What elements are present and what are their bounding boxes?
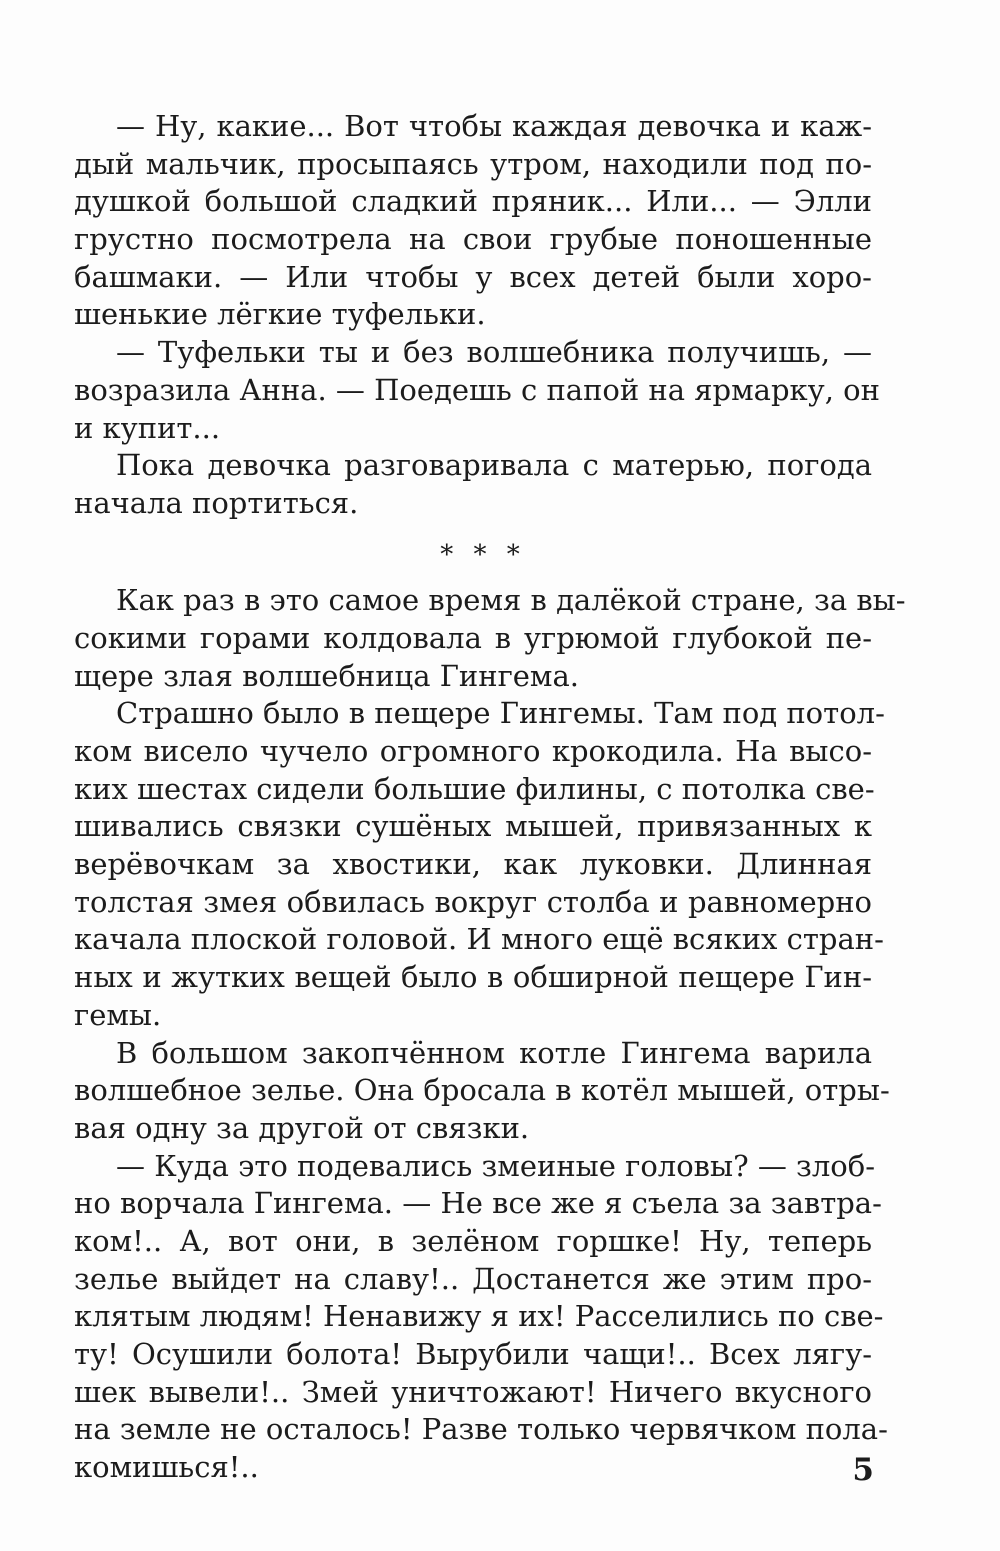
text-line: шивались связки сушёных мышей, привязанных к	[74, 809, 872, 844]
text-line: сокими горами колдовала в угрюмой глубокой пе-	[74, 620, 872, 655]
text-line: зелье выйдет на славу!.. Достанется же этим про-	[74, 1261, 872, 1296]
text-line: волшебное зелье. Она бросала в котёл мышей, отры-	[74, 1073, 890, 1108]
text-line: В большом закопчённом котле Гингема варила	[116, 1035, 872, 1070]
text-line: — Туфельки ты и без волшебника получишь, —	[116, 335, 872, 370]
text-line: башмаки. — Или чтобы у всех детей были хоро-	[74, 259, 872, 294]
text-line: качала плоской головой. И много ещё всяких стран-	[74, 922, 884, 957]
text-line: на земле не осталось! Разве только червячком пола-	[74, 1412, 888, 1447]
text-line: щере злая волшебница Гингема.	[74, 658, 579, 693]
text-line: — Ну, какие... Вот чтобы каждая девочка и каж-	[116, 109, 872, 143]
text-line: клятым людям! Ненавижу я их! Расселились по све-	[74, 1299, 884, 1334]
text-line: Как раз в это самое время в далёкой стране, за вы-	[116, 583, 906, 618]
text-line: шек вывели!.. Змей уничтожают! Ничего вкусного	[74, 1374, 872, 1409]
page-text	[74, 108, 906, 1487]
section-separator: * * *	[440, 539, 526, 570]
paragraph	[74, 108, 872, 334]
text-line: но ворчала Гингема. — Не все же я съела за завтра-	[74, 1186, 882, 1221]
text-line: вая одну за другой от связки.	[74, 1110, 530, 1145]
paragraph	[74, 447, 872, 522]
text-line: Пока девочка разговаривала с матерью, погода	[116, 448, 872, 483]
text-line: ту! Осушили болота! Вырубили чащи!.. Всех лягу-	[74, 1337, 872, 1371]
paragraph	[74, 695, 885, 1034]
paragraph	[74, 1148, 888, 1487]
text-line: толстая змея обвилась вокруг столба и равномерно	[74, 884, 872, 919]
text-line: грустно посмотрела на свои грубые поношенные	[74, 222, 872, 257]
text-line: ных и жутких вещей было в обширной пещере Гин-	[74, 960, 872, 995]
paragraph	[74, 582, 906, 695]
text-line: ких шестах сидели большие филины, с потолка све-	[74, 771, 875, 806]
page-number: 5	[852, 1452, 874, 1488]
text-line: дый мальчик, просыпаясь утром, находили под по-	[74, 146, 872, 181]
text-line: ком висело чучело огромного крокодила. На высо-	[74, 734, 872, 768]
text-line: начала портиться.	[74, 485, 359, 520]
text-line: комишься!..	[74, 1450, 259, 1485]
paragraph	[74, 334, 880, 447]
text-line: верёвочкам за хвостики, как луковки. Длинная	[74, 847, 872, 882]
text-line: шенькие лёгкие туфельки.	[74, 297, 486, 332]
text-line: Страшно было в пещере Гингемы. Там под потол-	[116, 696, 885, 731]
text-line: гемы.	[74, 997, 162, 1032]
text-line: душкой большой сладкий пряник... Или... — Элли	[74, 184, 872, 219]
text-line: и купит...	[74, 410, 221, 445]
text-line: ком!.. А, вот они, в зелёном горшке! Ну, теперь	[74, 1223, 872, 1258]
text-line: — Куда это подевались змеиные головы? — злоб-	[116, 1148, 876, 1183]
text-line: возразила Анна. — Поедешь с папой на ярмарку, он	[74, 372, 880, 407]
paragraph	[74, 1035, 890, 1148]
